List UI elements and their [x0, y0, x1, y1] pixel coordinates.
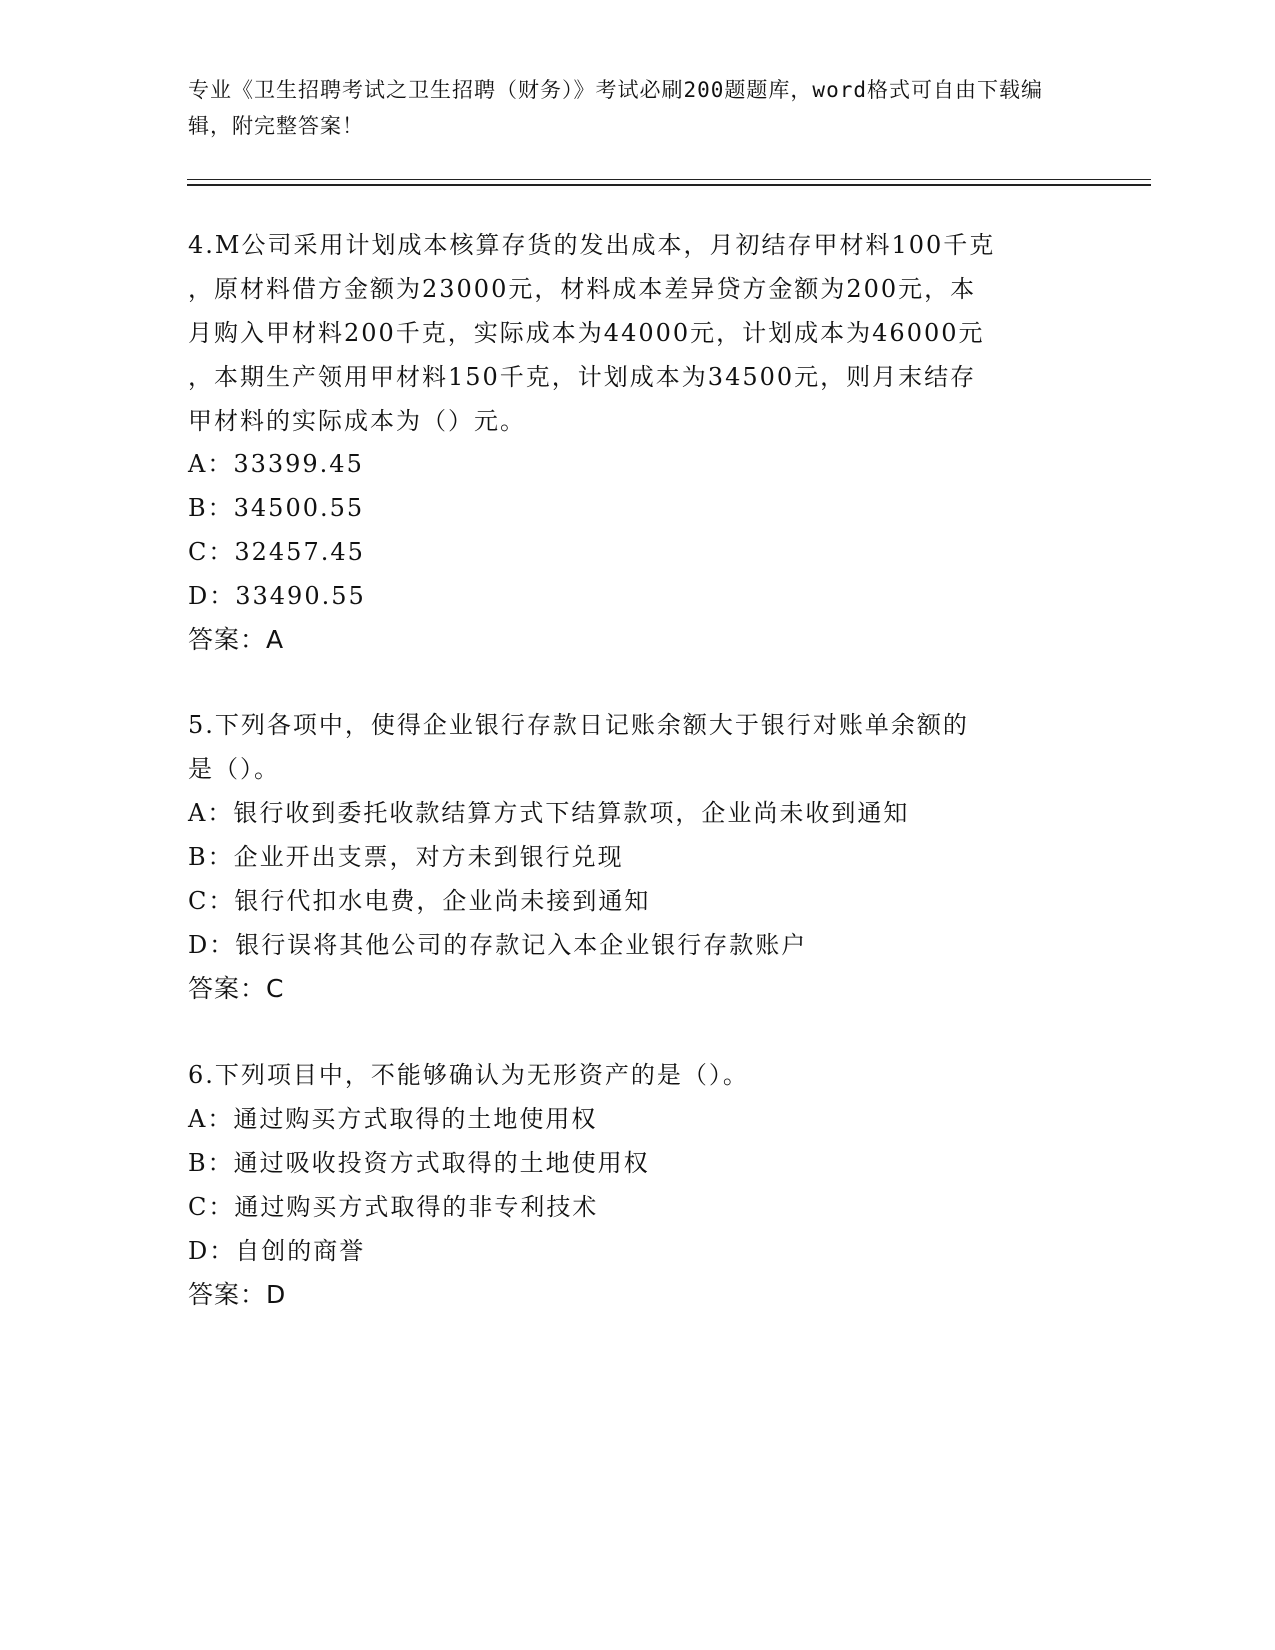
header-divider-thick [187, 184, 1151, 186]
question-stem-line: 5.下列各项中，使得企业银行存款日记账余额大于银行对账单余额的 [188, 711, 969, 739]
question-stem-line: 6.下列项目中，不能够确认为无形资产的是（）。 [188, 1061, 749, 1089]
question-stem-line: ，原材料借方金额为23000元，材料成本差异贷方金额为200元，本 [188, 275, 977, 303]
question-stem-line: 是（）。 [188, 755, 280, 783]
option-a: A：银行收到委托收款结算方式下结算款项，企业尚未收到通知 [188, 799, 910, 827]
question-stem-line: 月购入甲材料200千克，实际成本为44000元，计划成本为46000元 [188, 319, 985, 347]
option-c: C：银行代扣水电费，企业尚未接到通知 [188, 887, 651, 915]
answer-line: 答案：D [188, 1280, 287, 1309]
option-c: C：通过购买方式取得的非专利技术 [188, 1193, 599, 1221]
option-a: A：33399.45 [188, 450, 364, 478]
option-c: C：32457.45 [188, 538, 365, 566]
answer-line: 答案：C [188, 974, 285, 1003]
option-b: B：通过吸收投资方式取得的土地使用权 [188, 1149, 650, 1177]
option-a: A：通过购买方式取得的土地使用权 [188, 1105, 598, 1133]
answer-line: 答案：A [188, 625, 285, 654]
question-stem-line: ，本期生产领用甲材料150千克，计划成本为34500元，则月末结存 [188, 363, 977, 391]
option-b: B：企业开出支票，对方未到银行兑现 [188, 843, 624, 871]
option-b: B：34500.55 [188, 494, 365, 522]
option-d: D：银行误将其他公司的存款记入本企业银行存款账户 [188, 931, 808, 959]
question-stem-line: 甲材料的实际成本为（）元。 [188, 407, 526, 435]
header-divider-thin [187, 179, 1151, 180]
question-stem-line: 4.M公司采用计划成本核算存货的发出成本，月初结存甲材料100千克 [188, 231, 996, 259]
option-d: D：33490.55 [188, 582, 366, 610]
option-d: D：自创的商誉 [188, 1237, 366, 1265]
document-header: 专业《卫生招聘考试之卫生招聘（财务）》考试必刷200题题库，word格式可自由下载编辑，附完整答案！ [188, 78, 1043, 138]
